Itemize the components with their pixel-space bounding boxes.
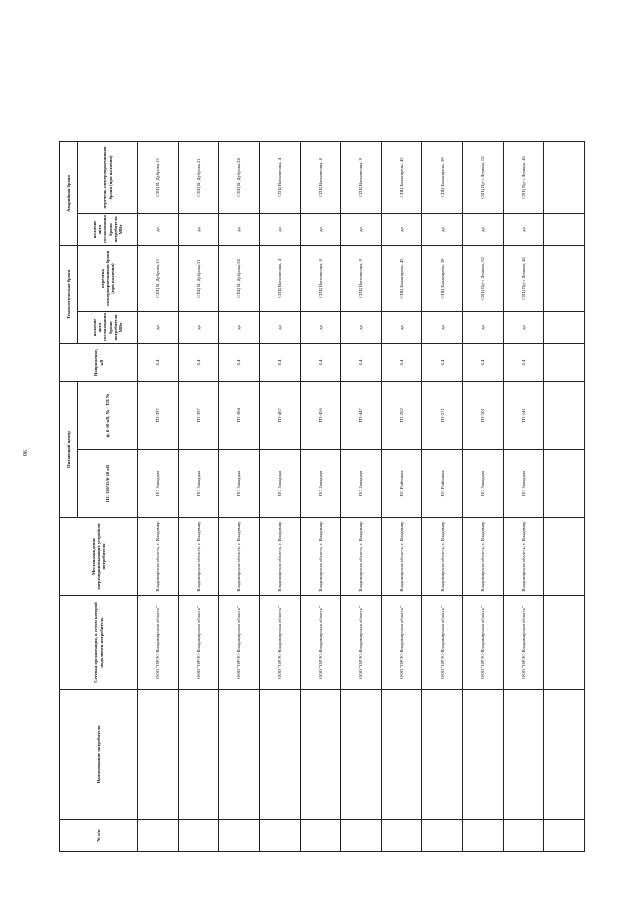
location-cell: Владимирская область, г. Владимир xyxy=(422,518,463,596)
emerg-avail-cell: да xyxy=(300,213,341,245)
grid-org-cell: ООО "ОРЭС-Владимирская область" xyxy=(422,596,463,690)
tech-avail-cell: да xyxy=(503,312,544,344)
tech-avail-cell: да xyxy=(341,312,382,344)
tech-list-cell: СПЦ В. Дуброва,24 xyxy=(219,245,260,311)
ps-cell: ПС Западная xyxy=(138,450,179,518)
ps-cell: ПС Районная xyxy=(422,450,463,518)
ps-cell: ПС Западная xyxy=(503,450,544,518)
page-number: 90 xyxy=(21,450,27,456)
consumer-cell xyxy=(381,690,422,820)
tp-cell: ТП-101 xyxy=(463,382,504,450)
table-row xyxy=(300,141,341,851)
emerg-avail-cell: да xyxy=(422,213,463,245)
tp-cell: ТП-141 xyxy=(503,382,544,450)
header-tech-avail: наличие акта согласования брони потребителя МВт xyxy=(78,312,138,344)
empty-cell xyxy=(544,450,585,518)
emerg-list-cell: СПЦ Василисина, 9 xyxy=(341,141,382,213)
tech-list-cell: СПЦ Василисина, 8 xyxy=(300,245,341,311)
tech-avail-cell: да xyxy=(219,312,260,344)
emerg-list-cell: СПЦ Балакирева, 39 xyxy=(422,141,463,213)
voltage-cell: 0,4 xyxy=(300,344,341,382)
tech-list-cell: СПЦ Пр-т Ленина, 45 xyxy=(503,245,544,311)
table-row xyxy=(422,141,463,851)
ps-cell: ПС Западная xyxy=(341,450,382,518)
emerg-avail-cell: да xyxy=(341,213,382,245)
location-cell: Владимирская область, г. Владимир xyxy=(259,518,300,596)
rotated-table-wrapper xyxy=(59,142,585,852)
grid-org-cell: ООО "ОРЭС-Владимирская область" xyxy=(219,596,260,690)
tech-avail-cell: да xyxy=(463,312,504,344)
header-grid-org: Сетевая организация, к сетям которой подключен потребитель xyxy=(60,596,138,690)
ps-cell: ПС Западная xyxy=(219,450,260,518)
location-cell: Владимирская область, г. Владимир xyxy=(381,518,422,596)
emerg-avail-cell: да xyxy=(178,213,219,245)
num-cell xyxy=(300,820,341,852)
consumer-cell xyxy=(138,690,179,820)
consumer-cell xyxy=(463,690,504,820)
tp-cell: ТП-397 xyxy=(138,382,179,450)
consumer-cell xyxy=(341,690,382,820)
tp-cell: ТП-467 xyxy=(259,382,300,450)
table-row xyxy=(503,141,544,851)
voltage-cell: 0,4 xyxy=(422,344,463,382)
emerg-list-cell: СПЦ В. Дуброва,24 xyxy=(219,141,260,213)
voltage-cell: 0,4 xyxy=(341,344,382,382)
location-cell: Владимирская область, г. Владимир xyxy=(300,518,341,596)
header-num: № п/п xyxy=(60,820,138,852)
ps-cell: ПС Районная xyxy=(381,450,422,518)
voltage-cell: 0,4 xyxy=(178,344,219,382)
tp-cell: ТП-271 xyxy=(422,382,463,450)
grid-org-cell: ООО "ОРЭС-Владимирская область" xyxy=(178,596,219,690)
table-row xyxy=(341,141,382,851)
consumer-cell xyxy=(503,690,544,820)
empty-cell xyxy=(544,690,585,820)
table-row xyxy=(138,141,179,851)
header-power-center: Питающий центр xyxy=(60,382,78,518)
ps-cell: ПС Западная xyxy=(178,450,219,518)
num-cell xyxy=(503,820,544,852)
header-consumer-name: Наименование потребителя xyxy=(60,690,138,820)
location-cell: Владимирская область, г. Владимир xyxy=(178,518,219,596)
num-cell xyxy=(259,820,300,852)
grid-org-cell: ООО "ОРЭС-Владимирская область" xyxy=(463,596,504,690)
empty-cell xyxy=(544,382,585,450)
grid-org-cell: ООО "ОРЭС-Владимирская область" xyxy=(381,596,422,690)
grid-org-cell: ООО "ОРЭС-Владимирская область" xyxy=(341,596,382,690)
emerg-list-cell: СПЦ Пр-т Ленина, 62 xyxy=(463,141,504,213)
voltage-cell: 0,4 xyxy=(219,344,260,382)
tech-list-cell: СПЦ Пр-т Ленина, 62 xyxy=(463,245,504,311)
empty-cell xyxy=(544,518,585,596)
num-cell xyxy=(178,820,219,852)
emerg-avail-cell: да xyxy=(503,213,544,245)
tech-list-cell: СПЦ Василисина, 9 xyxy=(341,245,382,311)
emerg-avail-cell: да xyxy=(219,213,260,245)
header-pc-sub1: ПС 110/35/6-10 кВ xyxy=(78,450,138,518)
grid-org-cell: ООО "ОРЭС-Владимирская область" xyxy=(503,596,544,690)
num-cell xyxy=(219,820,260,852)
num-cell xyxy=(381,820,422,852)
voltage-cell: 0,4 xyxy=(259,344,300,382)
emerg-list-cell: СПЦ Василисина, 4 xyxy=(259,141,300,213)
tech-avail-cell: да xyxy=(381,312,422,344)
header-tech-list: перечень электроприемников брони (при наличии) xyxy=(78,245,138,311)
location-cell: Владимирская область, г. Владимир xyxy=(138,518,179,596)
table-row xyxy=(219,141,260,851)
empty-cell xyxy=(544,820,585,852)
voltage-cell: 0,4 xyxy=(138,344,179,382)
table-row xyxy=(259,141,300,851)
tp-cell: ТП-397 xyxy=(178,382,219,450)
header-pc-sub2: ф. 6-10 кВ, № - ТП № xyxy=(78,382,138,450)
emerg-avail-cell: да xyxy=(463,213,504,245)
empty-cell xyxy=(544,596,585,690)
num-cell xyxy=(341,820,382,852)
grid-org-cell: ООО "ОРЭС-Владимирская область" xyxy=(259,596,300,690)
table-row-empty xyxy=(544,141,585,851)
emerg-list-cell: СПЦ Балакирева, 45 xyxy=(381,141,422,213)
consumer-cell xyxy=(422,690,463,820)
tech-list-cell: СПЦ Василисина, 4 xyxy=(259,245,300,311)
location-cell: Владимирская область, г. Владимир xyxy=(503,518,544,596)
empty-cell xyxy=(544,213,585,245)
num-cell xyxy=(422,820,463,852)
empty-cell xyxy=(544,245,585,311)
grid-org-cell: ООО "ОРЭС-Владимирская область" xyxy=(300,596,341,690)
header-emerg-avail: наличие акта согласования брони потребителя МВт xyxy=(78,213,138,245)
empty-cell xyxy=(544,312,585,344)
tech-list-cell: СПЦ Балакирева, 39 xyxy=(422,245,463,311)
tech-avail-cell: да xyxy=(300,312,341,344)
header-tech-armor: Технологическая броня xyxy=(60,245,78,343)
consumer-cell xyxy=(219,690,260,820)
tech-list-cell: СПЦ Балакирева, 45 xyxy=(381,245,422,311)
ps-cell: ПС Западная xyxy=(463,450,504,518)
emerg-avail-cell: да xyxy=(381,213,422,245)
ps-cell: ПС Западная xyxy=(300,450,341,518)
tp-cell: ТП-262 xyxy=(381,382,422,450)
table-row xyxy=(463,141,504,851)
header-location: Местонахождение энергопринимающих устройств потребителя xyxy=(60,518,138,596)
tp-cell: ТП-456 xyxy=(300,382,341,450)
empty-cell xyxy=(544,344,585,382)
consumer-cell xyxy=(178,690,219,820)
ps-cell: ПС Западная xyxy=(259,450,300,518)
voltage-cell: 0,4 xyxy=(381,344,422,382)
tech-avail-cell: да xyxy=(422,312,463,344)
tp-cell: ТП-447 xyxy=(341,382,382,450)
voltage-cell: 0,4 xyxy=(463,344,504,382)
num-cell xyxy=(463,820,504,852)
emerg-list-cell: СПЦ В. Дуброва,13 xyxy=(138,141,179,213)
emerg-list-cell: СПЦ В. Дуброва,21 xyxy=(178,141,219,213)
voltage-cell: 0,4 xyxy=(503,344,544,382)
empty-cell xyxy=(544,141,585,213)
emerg-list-cell: СПЦ Василисина, 8 xyxy=(300,141,341,213)
consumer-cell xyxy=(300,690,341,820)
grid-org-cell: ООО "ОРЭС-Владимирская область" xyxy=(138,596,179,690)
tp-cell: ТП-384 xyxy=(219,382,260,450)
tech-list-cell: СПЦ В. Дуброва,21 xyxy=(178,245,219,311)
tech-avail-cell: да xyxy=(138,312,179,344)
emerg-avail-cell: да xyxy=(259,213,300,245)
table-body xyxy=(138,141,585,851)
consumer-cell xyxy=(259,690,300,820)
table-row xyxy=(178,141,219,851)
location-cell: Владимирская область, г. Владимир xyxy=(219,518,260,596)
location-cell: Владимирская область, г. Владимир xyxy=(341,518,382,596)
num-cell xyxy=(138,820,179,852)
header-voltage: Напряжение, кВ xyxy=(60,344,138,382)
header-emerg-armor: Аварийная броня xyxy=(60,141,78,245)
emerg-avail-cell: да xyxy=(138,213,179,245)
tech-list-cell: СПЦ В. Дуброва,13 xyxy=(138,245,179,311)
header-emerg-list: перечень электроприемников брони (при наличии) xyxy=(78,141,138,213)
location-cell: Владимирская область, г. Владимир xyxy=(463,518,504,596)
armor-table xyxy=(59,141,585,852)
tech-avail-cell: да xyxy=(178,312,219,344)
emerg-list-cell: СПЦ Пр-т Ленина, 45 xyxy=(503,141,544,213)
tech-avail-cell: да xyxy=(259,312,300,344)
table-row xyxy=(381,141,422,851)
